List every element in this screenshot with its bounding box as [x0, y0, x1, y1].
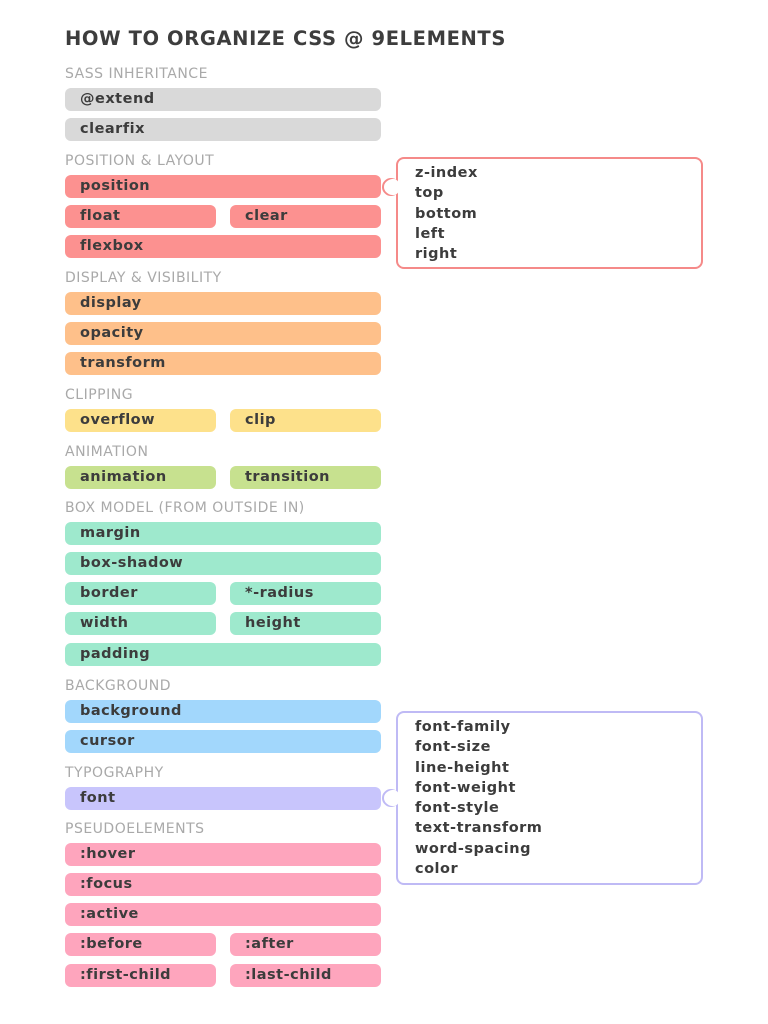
property-display: display	[65, 292, 381, 315]
callout-word-spacing: word-spacing	[415, 840, 531, 857]
property-transition: transition	[230, 466, 381, 489]
section-heading-animation: ANIMATION	[65, 444, 149, 460]
property-cursor: cursor	[65, 730, 381, 753]
property-before: :before	[65, 933, 216, 956]
property-position: position	[65, 175, 381, 198]
callout-font-weight: font-weight	[415, 779, 516, 796]
callout-font-style: font-style	[415, 800, 500, 817]
property-margin: margin	[65, 522, 381, 545]
property-opacity: opacity	[65, 322, 381, 345]
property-focus: :focus	[65, 873, 381, 896]
property-width: width	[65, 612, 216, 635]
callout-text-transform: text-transform	[415, 820, 543, 837]
property-radius: *-radius	[230, 582, 381, 605]
section-heading-typography: TYPOGRAPHY	[65, 765, 164, 781]
property-active: :active	[65, 903, 381, 926]
position-callout-box	[396, 157, 703, 269]
property-transform: transform	[65, 352, 381, 375]
property-box-shadow: box-shadow	[65, 552, 381, 575]
property-last-child: :last-child	[230, 964, 381, 987]
callout-z-index: z-index	[415, 165, 478, 181]
property-background: background	[65, 700, 381, 723]
property-animation: animation	[65, 466, 216, 489]
section-heading-position: POSITION & LAYOUT	[65, 153, 215, 169]
section-heading-sass: SASS INHERITANCE	[65, 66, 208, 82]
property-font: font	[65, 787, 381, 810]
callout-left: left	[415, 225, 446, 242]
property-overflow: overflow	[65, 409, 216, 432]
callout-font-family: font-family	[415, 719, 511, 735]
property-hover: :hover	[65, 843, 381, 866]
property-padding: padding	[65, 643, 381, 666]
font-callout-box	[396, 711, 703, 885]
property-flexbox: flexbox	[65, 235, 381, 258]
section-heading-clipping: CLIPPING	[65, 387, 134, 403]
callout-bottom: bottom	[415, 205, 478, 222]
callout-top: top	[415, 185, 444, 202]
property-after: :after	[230, 933, 381, 956]
section-heading-background: BACKGROUND	[65, 678, 171, 694]
property-clearfix: clearfix	[65, 118, 381, 141]
property-clip: clip	[230, 409, 381, 432]
section-heading-display: DISPLAY & VISIBILITY	[65, 270, 222, 286]
property-first-child: :first-child	[65, 964, 216, 987]
callout-right: right	[415, 246, 458, 263]
property-border: border	[65, 582, 216, 605]
property-float: float	[65, 205, 216, 228]
section-heading-box-model: BOX MODEL (FROM OUTSIDE IN)	[65, 500, 305, 516]
callout-color: color	[415, 861, 459, 878]
property-height: height	[230, 612, 381, 635]
callout-font-size: font-size	[415, 739, 491, 756]
section-heading-pseudo: PSEUDOELEMENTS	[65, 821, 205, 837]
property-extend: @extend	[65, 88, 381, 111]
page-title: HOW TO ORGANIZE CSS @ 9ELEMENTS	[65, 27, 506, 50]
property-clear: clear	[230, 205, 381, 228]
callout-line-height: line-height	[415, 759, 510, 776]
